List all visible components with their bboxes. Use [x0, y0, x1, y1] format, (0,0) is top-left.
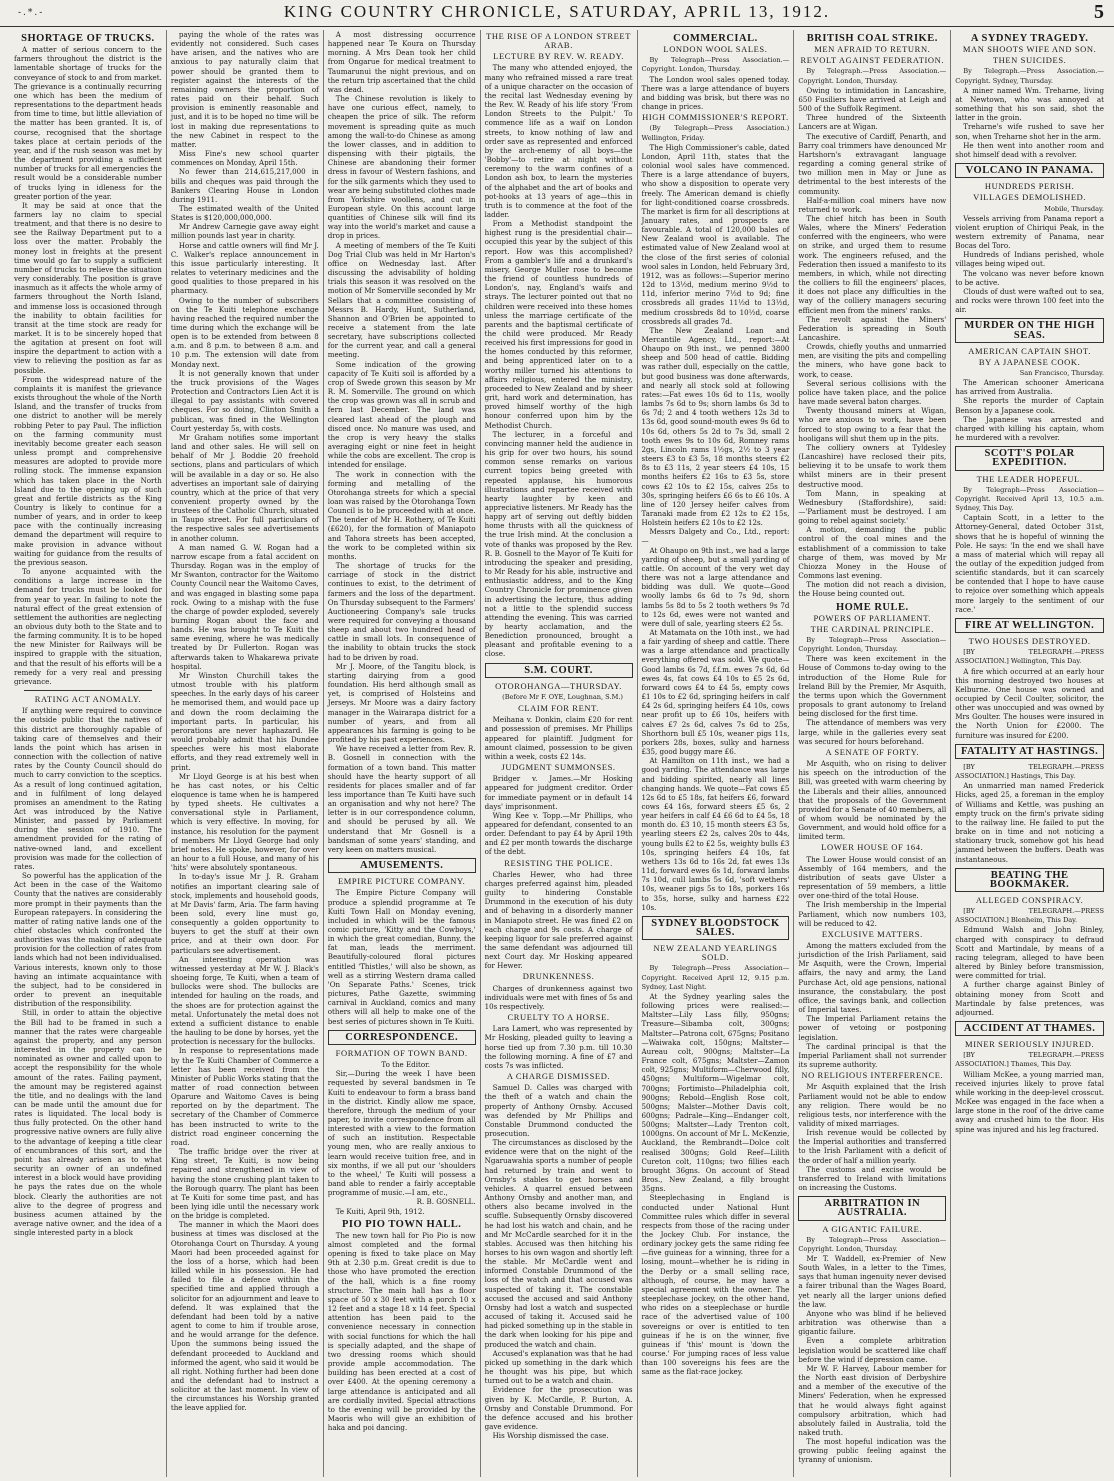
headline-correspondence: CORRESPONDENCE. — [345, 1031, 459, 1043]
subhead-cruelty: CRUELTY TO A HORSE. — [507, 1012, 610, 1023]
news-item: Some indication of the growing capacity of Te Kuiti soil is afforded by a crop of Swede grown this season by Mr R. M. Somerville. The ground on which the crop was grown was all in scrub and fern last December. The land was cleared last ahead of the plough and disced once. No manure was used, and the crop is very heavy the stalks averaging eight or nine feet in height while the cobs are excellent. The crop is intended for ensilage. — [327, 359, 476, 470]
news-item: The Lower House would consist of an Assembly of 164 members, and the distribution of seats gave Ulster a representation of 59 members, a little over one-third of the total House. — [798, 854, 947, 901]
news-item: A motion, demanding the public control of the coal mines and the establishment of a commission to take charge of them, was moved by Mr Chiozza Money in the House of Commons last evening. — [798, 525, 947, 581]
news-item: Mr W. F. Harvey, Labour member for the North east division of Derbyshire and a member of the executive of the Miners' Federation, when he expressed that he would always fight against compulsory arbitration, which had absolutely failed in Australia, told the naked truth. — [798, 1363, 947, 1437]
news-item: The traffic bridge over the river at King street, Te Kuiti, is now being repaired and strengthened in view of having the stone crushing plant taken to the Borough quarry. The plant has been at Te Kuiti for some time past, and has been lying idle until the necessary work on the bridge is completed. — [170, 1147, 319, 1221]
news-item: Mr Lloyd George is at his best when he has cast notes, or his Celtic eloquence is tame when he is hampered by typed sheets. He cultivates a conversational style in Parliament, which is very effective. In moving, for instance, his resolution for the payment of members Mr Lloyd George had only brief notes. He spoke, however, for over an hour to a full House, and many of his 'hits' were absolutely spontaneous. — [170, 771, 319, 873]
court-item: Bridger v. James.—Mr Hosking appeared for judgment creditor. Order for immediate payment or in default 14 days' imprisonment. — [484, 774, 633, 811]
subhead-suicides: THEN SUICIDES. — [992, 55, 1067, 66]
headline-sm-court: S.M. COURT. — [524, 664, 593, 676]
newspaper-page — [10, 30, 1108, 1477]
headline-commercial: COMMERCIAL. — [673, 33, 758, 44]
news-item: The estimated wealth of the United States is $120,000,000,000. — [170, 203, 319, 223]
news-item: The chief hitch has been in South Wales, where the Miners' Federation conferred with the engineers, who were on strike, and urged them to resume work. The engineers refused, and the Federation then issued a manifesto to its members, in which, while not directing the colliers to fill the engineers' places, it does not place any difficulties in the way of the colliery managers securing efficient men from the miners' ranks. — [798, 213, 947, 315]
subhead-japanese-cook: BY A JAPANESE COOK. — [978, 356, 1081, 367]
column-2 — [167, 30, 324, 1477]
court-byline: (Before Mr F. OYE, Loughnan, S.M.) — [502, 692, 623, 701]
subhead-revolt: REVOLT AGAINST FEDERATION. — [800, 55, 945, 66]
letter-body: Sir,—During the week I have been requested by several bandsmen in Te Kuiti to endeavour to form a brass band in the district. Kindly allow me space, therefore, through the medium of your paper, to invite correspondence from all interested with a view to the formation of such an institution. Respectable young men, who are really anxious to learn would receive tuition free, and in six months, if we all put our 'shoulders to the wheel,' Te Kuiti will possess a band able to render a fairly acceptable programme of music.—I am, etc., — [327, 1069, 476, 1198]
subhead-miner-injured: MINER SERIOUSLY INJURED. — [965, 1039, 1095, 1050]
news-item: In to-day's issue Mr J. R. Graham notifies an important clearing sale of stock, implements and household goods, at Mr Davis' farm, Aria. The farm having been sold, every line must go, consequently a golden opportunity to buyers to get the stuff at their own price, and at their own door. For particulars see advertisement. — [170, 872, 319, 955]
fire-box — [955, 618, 1104, 633]
news-item: Even a complete arbitration legislation would be scattered like chaff before the wind if depression came. — [798, 1336, 947, 1364]
news-item: Several serious collisions with the police have taken place, and the police have made several baton charges. — [798, 378, 947, 407]
news-item: There was keen excitement in the House of Commons to-day owing to the introduction of the Home Rule for Ireland Bill by the Premier, Mr Asquith, the terms upon which the Government proposals to grant autonomy to Ireland being disclosed for the first time. — [798, 654, 947, 719]
telegraph-byline: (By Telegraph—Press Association.) Wellington, Friday. — [641, 124, 790, 142]
subhead-shoots: MAN SHOOTS WIFE AND SON. — [962, 44, 1097, 55]
telegraph-byline: By Telegraph.—Press Association.—Copyright. London, Thursday. — [798, 67, 947, 85]
letter-date: Te Kuiti, April 9th, 1912. — [335, 1206, 425, 1216]
subhead-lecture: LECTURE BY REV. W. READY. — [493, 51, 624, 62]
news-item: The revolt against the Miners' Federation is spreading in South Lancashire. — [798, 314, 947, 342]
headline-bloodstock: SYDNEY BLOODSTOCK SALES. — [651, 917, 780, 938]
dateline: Mobile, Thursday. — [1044, 204, 1104, 213]
divider — [24, 690, 152, 691]
article-paragraph: If anything were required to convince the outside public that the natives of this district are thoroughly capable of taking care of themselves and their lands the point which has arisen in connection with the collection of native rates by the County Council should do much to carry conviction to the sceptics. As a result of long continued agitation, and in fulfilment of long delayed promises an amendment to the Rating Act was introduced by the Native Minister, and passed by Parliament during the session of 1910. The amendment provided for the rating of native-owned land, and excellent provision was made for the collection of rates. — [14, 706, 162, 871]
news-item: Treharne's wife rushed to save her son, when Treharne shot her in the arm. — [955, 122, 1104, 141]
article-paragraph: Messrs Dalgety and Co., Ltd., report:— — [641, 527, 790, 546]
letter-salutation: To the Editor. — [381, 1060, 430, 1070]
telegraph-byline: By Telegraph—Press Association—Copyright. London, Thursday. — [798, 1235, 947, 1253]
subhead-senate: A SENATE OF FORTY. — [825, 746, 920, 757]
article-paragraph: The new town hall for Pio Pio is now almost completed and the formal opening is fixed to take place on May 9th at 2.30 p.m. Great credit is due to those who have promoted the erection of the hall, which is a fine roomy structure. The main hall has a floor space of 50 x 30 feet with a porch 10 x 12 feet and a stage 18 x 14 feet. Special attention has been paid to the convenience necessary in connection with social functions for which the hall is specially adapted, and the shape of two dressing rooms which should provide ample accommodation. The building has been erected at a cost of over £400. At the opening ceremony a large attendance is anticipated and all are cordially invited. Special attractions to the evening will be provided by the Maoris who will give an exhibition of haka and poi dancing. — [327, 1230, 476, 1433]
column-4 — [481, 30, 638, 1477]
column-6 — [794, 30, 951, 1477]
news-item: Twenty thousand miners at Wigan, who are anxious to work, have been forced to stop owing to a fear that the hooligans will shut them up in the pits. — [798, 406, 947, 443]
news-item: The manner in which the Maori does business at times was disclosed at the Otorohanga Court on Thursday. A young Maori had been proceeded against for the loss of a horse, which had been killed while in his possession. He had failed to file a defence within the specified time and applied through a solicitor for an adjournment and leave to defend. It was explained that the defendant had been told by a native agent to come to him if trouble arose, and he would arrange for the defence. Upon the summons being issued the defendant proceeded to Auckland and informed the agent, who said it would be all right. Nothing further had been done and the defendant had to instruct a solicitor at the last moment. In view of the circumstances his Worship granted the leave applied for. — [170, 1220, 319, 1413]
news-item: Mr T. Waddell, ex-Premier of New South Wales, in a letter to the Times, says that human ingenuity never devised a fairer tribunal than the Wages Board, yet nearly all the larger unions defied the law. — [798, 1254, 947, 1309]
news-item: The American schooner Americana has arrived from Australia. — [955, 378, 1104, 397]
telegraph-byline: [BY TELEGRAPH.—PRESS ASSOCIATION.] Hastings, This Day. — [955, 762, 1104, 781]
news-item: Mr J. Moore, of the Tangitu block, is starting dairying from a good foundation. His herd although small as yet, is comprised of Holsteins and Jerseys. Mr Moore was a dairy factory manager in the Wairarapa district for a number of years, and from all appearances his farming is going to be profited by his past experiences. — [327, 661, 476, 745]
news-item: A meeting of members of the Te Kuiti Dog Trial Club was held in Mr Harton's office on Wednesday last. After discussing the advisability of holding trials this season it was resolved on the motion of Mr Somerville seconded by Mr Sellars that a committee consisting of Messrs B. Hardy, Hunt, Sutherland, Shannon and O'Brien be appointed to receive a statement from the late secretary, have subscriptions collected for the current year, and call a general meeting. — [327, 240, 476, 360]
telegraph-byline: By Telegraph—Press Association—Copyright. London, Thursday. — [798, 636, 947, 654]
subhead-charge-dismissed: A CHARGE DISMISSED. — [506, 1071, 611, 1082]
news-item: The motion did not reach a division, the House being counted out. — [798, 580, 947, 599]
article-paragraph: At the Sydney yearling sales the following prices were realised:—Maltster—Lily Lass filly, 950gns; Treasure—Sibamba colt, 300gns; Maltster—Patrona colt, 675gns; Positano—Waiwaka colt, 150gns; Maltster—Aureau colt, 900gns; Maltster—La France colt, 675gns; Maltster—Zamon colt, 925gns; Multiform—Cherwood filly, 450gns; Multiform—Wigelmar colt, 700gns; Fortimisto—Philadelphia colt, 900gns; Rebold—English Rose colt, 500gns; Malster—Mother Davis colt, 600gns; Padrale—King—Endanger colt, 500gns; Maltster—Lady Trenton colt, 1000gns. On account of Mr L. McKenzie, Auckland, the Rembrandt—Dolce colt realised 300gns; Gold Reef—Lilith Cureton colt, 110gns; two fillies each brought 36gns. On account of Stead Bros., New Zealand, a filly brought 35gns. — [641, 991, 790, 1194]
subhead-drunkenness: DRUNKENNESS. — [522, 971, 595, 982]
news-item: Hundreds of Indians perished, whole villages being wiped out. — [955, 250, 1104, 269]
news-item: Clouds of dust were wafted out to sea, and rocks were thrown 100 feet into the air. — [955, 286, 1104, 315]
news-item: Three hundred of the Sixteenth Lancers are at Wigan. — [798, 113, 947, 132]
subhead-perish: HUNDREDS PERISH. — [984, 181, 1075, 192]
fatality-box — [955, 744, 1104, 759]
news-item: Among the matters excluded from the jurisdiction of the Irish Parliament, said Mr Asquith, were the Crown, Imperial affairs, the navy and army, the Land Purchase Act, old age pensions, national insurance, the constabulary, the post office, the savings bank, and collection of Imperial taxes. — [798, 941, 947, 1015]
article-paragraph: At Ohaupo on 9th inst., we had a large yarding of sheep, but a small yarding of cattle. On account of the very wet day there was not a large attendance and bidding was dull. We quote—Good woolly lambs 6s 6d to 7s 9d, shorn lambs 5s 8d to 5s 2 tooth wethers 9s 7d to 12s 6d, ewes were not wanted and were dull of sale, yearling steers £2 5s. — [641, 545, 790, 628]
article-paragraph: Still, in order to attain the objective the Bill had to be framed in such a manner that the rates were chargeable against the property, and any person interested in the property can be nominated as owner and called upon to accept the responsibility for the whole amount of the rates. Failing payment, the amount may be registered against the title, and no dealings with the land can be made until the amount due for rates is liquidated. The local body is thus fully protected. On the other hand progressive native owners are fully alive to the advantage of keeping a title clear of encumbrances of this sort, and the point has already arisen as to what security an owner of an undefined interest in a block would have providing he pays the rates due on the whole block. Clearly the authorities are not alive to the degree of progress and business acumen attained by the average native owner, and the idea of a single interested party in a block — [14, 1008, 162, 1238]
subhead-captain-shot: AMERICAN CAPTAIN SHOT. — [968, 345, 1091, 356]
telegraph-byline: [BY TELEGRAPH.—PRESS ASSOCIATION.] Thames, This Day. — [955, 1051, 1104, 1069]
subhead-nz-yearlings: NEW ZEALAND YEARLINGS SOLD. — [653, 943, 778, 963]
news-item: An unmarried man named Frederick Hicks, aged 25, a foreman in the employ of Williams and Kettle, was pushing an empty truck on the firm's private siding to the railway line. He failed to put the brake on in time and not noticing a stationary truck, somehow got his head jammed between the buffers. Death was instantaneous. — [955, 781, 1104, 864]
news-item: Edmund Walsh and John Binley, charged with conspiracy to defraud Scott and Martindale, by means of a racing telegram, alleged to have been altered by Binley before transmission, were committed for trial. — [955, 925, 1104, 981]
headline-coal-strike: BRITISH COAL STRIKE. — [806, 33, 938, 44]
headline-thames: ACCIDENT AT THAMES. — [963, 1023, 1096, 1034]
article-paragraph: From a Methodist standpoint the highest rung is the presidential chair—occupied this year by the subject of this report. How was this accomplished? From a gambler's life and a drunkard's misery, George Muller rose to become the friend of countless hundreds of London's, nay, England's waifs and strays. The lecturer pointed out that no children were received into these homes unless the marriage certificate of the parents and the baptismal certificate of the child were produced. Mr Ready received his first impressions for good in the homes conducted by this reformer, and being apprenticed later on to a worthy miller turned his attentions to affairs religious, entered the ministry, proceeded to New Zealand and by sheer grit, hard work and determination, has proved himself worthy of the high honour conferred upon him by the Methodist Church. — [484, 219, 633, 430]
article-paragraph: From the widespread nature of the complaints it is manifest the grievance exists throughout the whole of the North Island, and the transfer of trucks from one district to another will be merely robbing Peter to pay Paul. The infliction on the farming community must inevitably become greater each season unless prompt and comprehensive measures are adopted to provide more rolling stock. The immense expansion which has taken place in the North Island due to the opening up of such great and fertile districts as the King Country is likely to continue for a number of years, and in order to keep pace with the continually increasing demand the department will require to make provision in advance without waiting for guidance from the results of the previous season. — [14, 374, 162, 567]
subhead-powers: POWERS OF PARLIAMENT. — [813, 612, 932, 623]
subhead-wool-sales: LONDON WOOL SALES. — [663, 44, 768, 55]
court-item: Accused's explanation was that he had picked up something in the dark which he thought was his pipe, but which turned out to be a watch and chain. — [484, 1348, 633, 1386]
news-item: It is not generally known that under the truck provisions of the Wages Protection and Contractors Lien Act it is illegal to pay assistants with covered cheques. For so doing, Clinton Smith a publican, was fined in the Wellington Court yesterday 5s, with costs. — [170, 368, 319, 433]
news-item: She reports the murder of Captain Benson by a Japanese cook. — [955, 396, 1104, 415]
subhead-houses: TWO HOUSES DESTROYED. — [968, 636, 1091, 647]
news-item: He then went into another room and shot himself dead with a revolver. — [955, 140, 1104, 159]
news-item: Mr Asquith explained that the Irish Parliament would not be able to endow any religion. There would be no religious tests, nor interference with the validity of mixed marriages. — [798, 1082, 947, 1128]
news-item: A further charge against Binley of obtaining money from Scott and Martindale by false pretences, was adjourned. — [955, 980, 1104, 1017]
court-item: Evidence for the prosecution was given by K. McCardle, P. Burton, A. Ornsby and Constable Drummond. For the defence accused and his brother gave evidence. — [484, 1385, 633, 1431]
news-item: The most hopeful indication was the growing public feeling against the tyranny of unionism. — [798, 1437, 947, 1465]
telegraph-byline: By Telegraph—Press Association—Copyright. Received April 13, 10.5 a.m. Sydney, This Day. — [955, 485, 1104, 513]
article-paragraph: paying the whole of the rates was evidently not considered. Such cases have arisen, and the natives who are anxious to pay naturally claim that power should be granted them to register against the interests of the remaining owners the proportion of rates paid on their behalf. Such provision is eminently reasonable and just, and it is to be hoped no time will be lost in making due representations to the new Cabinet in respect to the matter. — [170, 30, 319, 149]
news-item: The shortage of trucks for the carriage of stock in the district continues to exist, to the detriment of farmers and the loss of the department. On Thursday subsequent to the Farmers' Auctioneering Company's sale trucks were required for conveying a thousand sheep and about two hundred head of cattle in small lots. In consequence of the inability to obtain trucks the stock had to be driven by road. — [327, 561, 476, 662]
subhead-religious: NO RELIGIOUS INTERFERENCE. — [801, 1070, 944, 1081]
news-item: A most distressing occurrence happened near Te Koura on Thursday morning. A Mrs Dean took her child from Ongarue for medical treatment to Taumarunui the night previous, and on the return trip ascertained that the child was dead. — [327, 30, 476, 94]
news-item: The work in connection with the forming and metalling of the Otorohanga streets for which a special loan was raised by the Otorohanga Town Council is to be proceeded with at once. The tender of Mr H. Rothery, of Te Kuiti (£620), for the formation of Maniapoto and Tahora streets has been accepted, the work to be completed within six months. — [327, 469, 476, 561]
news-item: Mr Graham notifies some important land and other sales. He will sell on behalf of Mr J. Boddie 20 freehold sections, plans and particulars of which will be available in a day or so. He also advertises an important sale of dairying country, which at the price of that very convenient property owned by the trustees of the Catholic Church, situated in Taupo street. For full particulars of the respective sales see advertisements in another column. — [170, 432, 319, 543]
news-item: No fewer than 214,615,217,000 in bills and cheques was paid through the Bankers Clearing House in London during 1911. — [170, 167, 319, 204]
subhead-villages: VILLAGES DEMOLISHED. — [973, 192, 1087, 203]
article-paragraph: The High Commissioner's cable, dated London, April 11th, states that the colonial wool sales have commenced. There is a large attendance of buyers, who show a disposition to operate very freely. The American demand is chiefly for light-conditioned coarse crossbreds. The market is firm for all descriptions at January rates, and prospects are favourable. A total of 120,000 bales of New Zealand wool is available. The estimated value of New Zealand wool at the close of the first series of colonial wool sales in London, held February 3rd, 1912, was as follows:—Superior merino 12d to 13½d, medium merino 9½d to 11d, inferior merino 7½d to 9d; fine crossbreds all grades 11½d to 13½d, medium crossbreds 8d to 10½d, coarse crossbreds all grades 7d. — [641, 142, 790, 326]
headline-empire-picture: EMPIRE PICTURE COMPANY. — [337, 876, 466, 887]
article-paragraph: The London wool sales opened today. There was a large attendance of buyers and bidding was brisk, but there was no change in prices. — [641, 74, 790, 112]
telegraph-byline: By Telegraph.—Press Association.—Copyright. Sydney, Thursday. — [955, 67, 1104, 85]
subhead-conspiracy: ALLEGED CONSPIRACY. — [975, 894, 1084, 905]
article-paragraph: The many who attended enjoyed, the many who refrained missed a rare treat of a unique character on the occasion of the recital last Wednesday evening by the Rev. W. Ready of his life story 'From London Streets to the Pulpit.' To commence life as a waif on London streets, to know nothing of law and order save as represented and enforced by the arch-enemy of all boys—the 'Bobby'—to retire at night without ceremony to the warm confines of a London ash box, to learn the mysteries of the alphabet and the art of books and pot-hooks at 13 years of age—this in truth is to commence at the foot of the ladder. — [484, 63, 633, 219]
headline-home-rule: HOME RULE. — [835, 601, 909, 613]
news-item: Crowds, chiefly youths and unmarried men, are visiting the pits and compelling the miners, who have gone back to work, to cease. — [798, 342, 947, 379]
subhead-high-commissioner: HIGH COMMISSIONER'S REPORT. — [642, 112, 789, 123]
dateline: San Francisco, Thursday. — [1019, 369, 1104, 377]
court-item: Meihana v. Donkin, claim £20 for rent and possession of premises. Mr Phillips appeared for plaintiff. Judgment for amount claimed, possession to be given within a week, costs £2 14s. — [484, 715, 633, 761]
headline-sydney-tragedy: A SYDNEY TRAGEDY. — [970, 33, 1089, 44]
court-item: Wing Kee v. Topp.—Mr Phillips, who appeared for defendant, consented to an order. Defendant to pay £4 by April 19th and £2 per month towards the discharge of the debt. — [484, 810, 633, 857]
news-item: Mr Asquith, who on rising to deliver his speech on the introduction of the Bill, was greeted with warm cheering by the Liberals and their allies, announced that the proposals of the Government provided for a Senate of 40 members, all of whom would be nominated by the Government, and would hold office for a limited term. — [798, 759, 947, 842]
news-item: Half-a-million coal miners have now returned to work. — [798, 195, 947, 214]
sm-court-box — [485, 663, 633, 678]
page-number: 5 — [1094, 1, 1104, 23]
news-item: Irish revenue would be collected by the Imperial authorities and transferred to the Irish Parliament with a deficit of the order of half a million yearly. — [798, 1128, 947, 1165]
headline-fire: FIRE AT WELLINGTON. — [965, 619, 1095, 631]
subhead-leader: THE LEADER HOPEFUL. — [976, 473, 1083, 484]
news-item: Captain Scott, in a letter to the Attorney-General, dated October 31st, shows that he is hopeful of winning the Pole. He says: 'In the end we shall have a mass of material which will repay all the outlay of the expedition judged from scientific standards, but it can scarcely be contended that I hope to have cause to rejoice over something which appeals more largely to the sentiment of our race.' — [955, 513, 1104, 614]
subhead-cardinal: THE CARDINAL PRINCIPLE. — [810, 623, 934, 634]
news-item: Tom Mann, in speaking at Wednesbury (Staffordshire), said:—'Parliament must be destroyed. I am going to rebel against society.' — [798, 488, 947, 526]
news-item: Horse and cattle owners will find Mr J. C. Walker's replace announcement in this issue particularly interesting. It relates to veterinary medicines and the good qualities to those prepared in his pharmacy. — [170, 240, 319, 296]
news-item: An interesting operation was witnessed yesterday at Mr W. J. Black's shoeing forge, Te Kuiti, when a team of bullocks were shod. The bullocks are intended for hauling on the roads, and the shoes are for protection against the metal. Unfortunately the metal does not extend a sufficient distance to enable the hauling to be done by horses, yet the protection is necessary for the bullocks. — [170, 954, 319, 1047]
column-5 — [638, 30, 795, 1477]
telegraph-byline: By Telegraph—Press Association.—Copyright. London, Thursday. — [641, 56, 790, 74]
news-item: Mr Winston Churchill takes the utmost trouble with his platform speeches. In the early days of his career he memorised them, and would pace up and down the room declaiming the important parts. In particular, his perorations are never haphazard. He would probably admit that his Dundee speeches were his most elaborate efforts, and they read extremely well in print. — [170, 670, 319, 772]
news-item: William McKee, a young married man, received injuries likely to prove fatal while working in the deep-level crosscut. McKee was engaged in the face when a large stone in the roof of the drive came away and crushed him to the floor. His spine was injured and his leg fractured. — [955, 1069, 1104, 1134]
news-item: Anyone who was blind if he believed arbitration was otherwise than a gigantic failure. — [798, 1308, 947, 1337]
news-item: Owing to the number of subscribers on the Te Kuiti telephone exchange having reached the required number the time during which the exchange will be open is to be extended from between 8 a.m. and 8 p.m. to between 8 a.m. and 10 p.m. The extension will date from Monday next. — [170, 295, 319, 369]
news-item: Owing to intimidation in Lancashire, 650 Fusiliers have arrived at Leigh and 500 of the Suffolk Regiment. — [798, 85, 947, 114]
subhead-exclusive: EXCLUSIVE MATTERS. — [821, 928, 923, 939]
subhead-men-afraid: MEN AFRAID TO RETURN. — [814, 44, 931, 55]
subhead-otorohanga: OTOROHANGA—THURSDAY. — [495, 680, 622, 691]
headline-amusements: AMUSEMENTS. — [359, 860, 444, 872]
news-item: Vessels arriving from Panama report a violent eruption of Chiriqui Peak, in the western extremity of Panama, near Bocas del Toro. — [955, 213, 1104, 251]
headline-volcano: VOLCANO IN PANAMA. — [965, 165, 1094, 177]
headline-pio-pio-hall: PIO PIO TOWN HALL. — [341, 1218, 462, 1230]
court-item: Charles Hewer, who had three charges preferred against him, pleaded guilty to hindering Constable Drummond in the execution of his duty and of behaving in a disorderly manner in Maniapoto street. He was fined £2 on each charge and 9s costs. A charge of keeping liquor for sale preferred against the same defendant was adjourned till next Court day. Mr Hosking appeared for Hewer. — [484, 869, 633, 971]
telegraph-byline: [BY TELEGRAPH.—PRESS ASSOCIATION.] Blenheim, This Day. — [955, 907, 1104, 925]
article-paragraph: The lecturer, in a forceful and convincing manner held the audience in his grip for over two hours, his sound common sense remarks on various current topics being greeted with repeated applause, his humorous illustrations and repartee received with hearty laughter by keen and appreciative listeners. Mr Ready has the happy art of serving out deftly bidden home thrusts with all the quickness of the true Irish mind. At the conclusion a vote of thanks was proposed by the Rev. R. B. Gosnell to the Mayor of Te Kuiti for introducing the speaker and presiding, to Mr Ready for his able, instructive and enthusiastic address, and to the King Country Chronicle for prominence given in advertising the lecture, thus adding not a little to the splendid success attending the evening. This was carried by hearty acclamation, and the Benediction pronounced, brought a pleasant and profitable evening to a close. — [484, 429, 633, 659]
news-item: In response to representations made by the Te Kuiti Chamber of Commerce a letter has been received from the Minister of Public Works stating that the matter of road connection between Oparure and Waitomo Caves is being reported on by the department. The secretary of the Chamber of Commerce has been instructed to write to the district road engineer concerning the road. — [170, 1046, 319, 1147]
newspaper-title: KING COUNTRY CHRONICLE, SATURDAY, APRIL 13, 1912. — [283, 2, 831, 21]
bloodstock-box — [642, 916, 790, 940]
subhead-claim-rent: CLAIM FOR RENT. — [518, 703, 599, 714]
article-paragraph: The Empire Picture Company will produce a splendid programme at Te Kuiti Town Hall on Monday evening, included in which will be the famous comic picture, 'Kitty and the Cowboys,' in which the great comedian, Bunny, the fat man, leads the merriment. Beautifully-coloured floral pictures entitled 'Thistles,' will also be shown, as well as a stirring Western drama called 'On Separate Paths.' Scenes, trick pictures, Pathe Gazette, swimming carnival in Auckland, comics and many others will all help to make one of the best series of pictures shown in Te Kuiti. — [327, 888, 476, 1026]
correspondence-box — [328, 1030, 476, 1045]
court-item: The circumstances as disclosed by the evidence were that on the night of the Ngaruawahia sports a number of people had returned by train and went to Ornsby's stables to get horses and vehicles. A quarrel ensued between Anthony Ornsby and another man, and others also became involved in the scuffle. Subsequently Ornsby discovered he had lost his watch and chain, and he and Mr McCardle searched for it in the stables. Accused was then hitching his horses to his own wagon and shortly left the stable. Mr McCardle went and informed Constable Drummond of the loss of the watch and that accused was suspected of taking it. The constable accused the accused and said Anthony Ornsby had lost a watch and suspected accused of taking it. Accused said he had picked something up in the stable in the dark when looking for his pipe and produced the watch and chain. — [484, 1138, 633, 1349]
court-item: Charges of drunkenness against two individuals were met with fines of 5s and 10s respectively. — [484, 983, 633, 1011]
news-item: The cardinal principal is that the Imperial Parliament shall not surrender its supreme authority. — [798, 1041, 947, 1070]
court-item: Lara Lamert, who was represented by Mr Hosking, pleaded guilty to leaving a horse tied up from 7.30 p.m. till 10.30 the following morning. A fine of £7 and costs 7s was inflicted. — [484, 1024, 633, 1070]
bookmaker-box — [955, 868, 1104, 892]
news-item: A man named G. W. Rogan had a narrow escape from a fatal accident on Thursday. Rogan was in the employ of Mr Swanton, contractor for the Waitomo County Council near the Waitomo Caves, and was engaged in blasting some papa rock. Owing to a mishap with the fuse the charge of powder exploded, severely burning Rogan about the face and hands. He was brought to Te Kuiti the same evening, where he was medically treated by Dr Fullerton. Rogan was afterwards taken to Whakarewa private hospital. — [170, 542, 319, 671]
news-item: The customs and excise would be transferred to Ireland with limitations on increasing the Customs. — [798, 1164, 947, 1193]
subhead-lower-house: LOWER HOUSE OF 164. — [821, 842, 924, 853]
headline-street-arab: THE RISE OF A LONDON STREET ARAB. — [486, 31, 631, 51]
court-item: His Worship dismissed the case. — [492, 1431, 609, 1441]
letter-signature: R. B. GOSNELL. — [416, 1197, 476, 1207]
scott-box — [955, 446, 1104, 470]
amusements-box — [328, 858, 476, 873]
court-item: Samuel D. Calles was charged with the theft of a watch and chain the property of Anthony Ornsby. Accused was defended by Mr Phillips and Constable Drummond conducted the prosecution. — [484, 1083, 633, 1138]
news-item: The executive of Cardiff, Penarth, and Barry coal trimmers have denounced Mr Hartshorn's extravagant language regarding a coming general strike of two million men in May or June as detrimental to the best interests of the community. — [798, 131, 947, 196]
subhead-resisting-police: RESISTING THE POLICE. — [504, 857, 613, 868]
subhead-judgment-summonses: JUDGMENT SUMMONSES. — [501, 762, 616, 773]
headline-town-band: FORMATION OF TOWN BAND. — [335, 1047, 468, 1058]
headline-scott: SCOTT'S POLAR EXPEDITION. — [984, 448, 1075, 469]
article-paragraph: So powerful has the application of the Act been in the case of the Waitomo County that the natives are considerably more prompt in their payments than the European ratepayers. In considering the matter of rating native lands one of the chief obstacles which confronted the authorities was the making of adequate provision for the collection of rates from lands which had not been individualised. Various interests, known only to those having an intimate acquaintance with the subject, had to be considered in order to prevent an inequitable distribution of the responsibility. — [14, 871, 162, 1009]
column-1 — [10, 30, 167, 1477]
news-item: The Irish membership in the Imperial Parliament, which now numbers 103, will be reduced to 42. — [798, 900, 947, 928]
news-item: A fire which occurred at an early hour this morning destroyed two houses at Kelburne. One house was owned and occupied by Cecil Coulter, solicitor, the other was unoccupied and was owned by Mrs Goulter. The houses were insured in the North Union for £2000. The furniture was insured for £200. — [955, 666, 1104, 740]
article-paragraph: It may be said at once that the farmers lay no claim to special treatment, and that there is no desire to see the Railway Department put to a loss over the matter. Probably the money lost in freights at the present time would go far to supply a sufficient number of trucks to relieve the situation very considerably. The position is grave inasmuch as it affects the whole army of farmers throughout the North Island, and immense loss is occasioned through the inability to obtain facilities for transit at the time stock are ready for market. It is to be sincerely hoped that the agitation at present on foot will inspire the department to action with a view to relieving the position as far as possible. — [14, 200, 162, 375]
column-3 — [324, 30, 481, 1477]
news-item: Mr Andrew Carnegie gave away eight million pounds last year in charity. — [170, 222, 319, 241]
column-7 — [951, 30, 1108, 1477]
telegraph-byline: [BY TELEGRAPH.—PRESS ASSOCIATION.] Wellington, This Day. — [955, 648, 1104, 666]
telegraph-byline: By Telegraph—Press Association—Copyright. Received April 12, 9.15 p.m. Sydney, Last Night. — [641, 964, 790, 991]
masthead — [0, 0, 1114, 27]
news-item: We have received a letter from Rev. R. B. Gosnell in connection with the formation of a town band. This matter should have the hearty support of all residents for places smaller and of far less importance than Te Kuiti have such an organisation and why not here? The letter is in our correspondence column, and should be perused by all. We understand that Mr Gosnell is a bandsman of some years' standing, and very keen on matters musical. — [327, 744, 476, 854]
headline-shortage-of-trucks: SHORTAGE OF TRUCKS. — [21, 33, 155, 44]
article-paragraph: The New Zealand Loan and Mercantile Agency, Ltd., report:—At Ohaupo on 9th inst., we penned 3800 sheep and 500 head of cattle. Bidding was rather dull, especially on the cattle, but good business was done afterwards, and nearly all stock sold at following rates:—Fat ewes 10s 6d to 11s, woolly lambs 7s 6d to 9s; shorn lambs 6s 3d to 6s 7d; 2 and 4 tooth wethers 12s 3d to 13s 6d, good sound-mouth ewes 9s 6d to 10s 6d, others 5s 2d to 7s 3d, small 2 tooth ewes 9s to 10s 6d, Romney rams 2gs, Lincoln rams 1½gs, 2½ to 3 year steers £3 to £3 5s, 18 months steers £2 8s to £3 11s, 2 year steers £4 10s, 15 months heifers £2 16s to £3 5s, store cows £2 10s to £2 15s, calves 25s to 30s, springing heifers £6 6s to £6 10s. A line of 120 Jersey heifer calves from Taranaki made from £2 12s to £2 15s, Holstein heifers £2 10s to £2 12s. — [641, 325, 790, 528]
news-item: Miss Fine's new school quarter commences on Monday, April 15th. — [170, 149, 319, 168]
article-paragraph: At Matamata on the 10th inst., we had a fair yarding of sheep and cattle. There was a large attendance and practically everything offered was sold. We quote—Good lambs 6s 7d, f.f.m. ewes 7s 6d, 6d ewes 4s, fat cows £4 10s to £5 2s 6d, forward cows £4 to £4 5s, empty cows £1 10s to £2 6d, springing heifers in calf £4 2s 6d, springing heifers £4 10s, cows near profit up to £6 10s, heifers with calves £7 2s 6d, calves 7s 6d to 25s, Shorthorn bull £5 10s, weaner pigs 11s, porkers 28s, boxes, sulky and harness £35, good buggy mare £6. — [641, 628, 790, 757]
news-item: The volcano was never before known to be active. — [955, 268, 1104, 287]
news-item: The attendance of members was very large, while in the galleries every seat was secured for hours beforehand. — [798, 718, 947, 746]
volcano-box — [955, 163, 1104, 178]
news-item: The Imperial Parliament retains the power of vetoing or postponing legislation. — [798, 1014, 947, 1042]
news-item: The Chinese revolution is likely to have one curious effect, namely, to cheapen the price of silk. The reform movement is spreading quite as much among the wall-to-do Chinese as among the lower classes, and in addition to dispensing with their pigtails, the Chinese are abandoning their former dress in favour of Western fashions, and for the silk garments which they used to wear are being substituted clothes made from Yorkshire woollens, and cut in European style. On this account large quantities of Chinese silk will find its way into the world's market and cause a drop in prices. — [327, 94, 476, 241]
news-item: The colliery owners at Tyldesley (Lancashire) have reclosed their pits, believing it to be unsafe to work them whilst miners are in their present destructive mood. — [798, 442, 947, 489]
masthead-ornament: -.*.- — [18, 8, 45, 18]
headline-murder: MURDER ON THE HIGH SEAS. — [964, 320, 1095, 341]
subhead-gigantic-failure: A GIGANTIC FAILURE. — [822, 1223, 923, 1234]
news-item: The Japanese was arrested and charged with killing his captain, whom he murdered with a revolver. — [955, 414, 1104, 443]
article-paragraph: To anyone acquainted with the conditions a large increase in the demand for trucks must be looked for from year to year. In failing to note the natural effect of the great extension of settlement the authorities are neglecting an obvious duty both to the State and to the farming community. It is to be hoped the new Minister for Railways will be inspired to grapple with the situation, and that the result of his efforts will be a remedy for a very real and pressing grievance. — [14, 567, 162, 686]
headline-fatality: FATALITY AT HASTINGS. — [961, 745, 1099, 757]
news-item: A miner named Wm. Treharne, living at Newtown, who was annoyed at something that his son said, shot the latter in the groin. — [955, 85, 1104, 123]
headline-rating-act: RATING ACT ANOMALY. — [34, 694, 142, 705]
thames-box — [955, 1021, 1104, 1036]
article-paragraph: Steeplechasing in England is conducted under National Hunt Committee rules which differ in several respects from those of the racing under the Jockey Club. For instance, the ordinary jockey gets the same riding fee—five guineas for a winning, three for a losing, mount—whether he is riding in the Derby or a small selling race, although, of course, he may have a special agreement with the owner. The steeplechase jockey, on the other hand, who rides on a steeplechase or hurdle race of the advertised value of 100 sovereigns or over is entitled to ten guineas if he is on the winner, five guineas if 'this' mount is 'down the course.' For jumping races of less value than 100 sovereigns his fees are the same as the flat-race jockey. — [641, 1193, 790, 1377]
headline-arbitration: ARBITRATION IN AUSTRALIA. — [824, 1198, 921, 1219]
article-paragraph: At Hamilton on 11th inst., we had a good yarding. The attendance was large and bidding spirited, nearly all lines changing hands. We quote—Fat cows £5 12s 6d to £5 18s, fat heifers £6, forward cows £4 16s, forward steers £5 6s, 2 year heifers in calf £4 £6 6d to £4 5s, 18 month do. £3 10, 15 month steers £3 5s, yearling steers £2 2s, calves 20s to 44s, young bulls £2 to £2 5s, weighty bulls £3 10s, springing heifers £4 10s, fat wethers 13s 6d to 16s 2d, fat ewes 13s 11d, forward ewes 6s 1d, forward lambs 7s 10d, cull lambs 5s 6d, 'soft wethers' 10s, weaner pigs 5s to 18s, porkers 16s to 35s, horse, sulky and harness £22 10s. — [641, 756, 790, 912]
murder-box — [955, 318, 1104, 342]
headline-bookmaker: BEATING THE BOOKMAKER. — [989, 869, 1070, 890]
arbitration-box — [798, 1196, 946, 1220]
article-paragraph: A matter of serious concern to the farmers throughout the district is the lamentable shortage of trucks for the conveyance of stock to and from market. The grievance is a continually recurring one which has been the medium of representations to the department heads from time to time, but little alleviation of the matter has been granted. It is, of course, recognised that the shortage takes place at certain periods of the year, and if the rush season was met by the department providing a sufficient number of trucks for all emergencies the result would be a considerable number of trucks lying in idleness for the greater portion of the year. — [14, 45, 162, 201]
